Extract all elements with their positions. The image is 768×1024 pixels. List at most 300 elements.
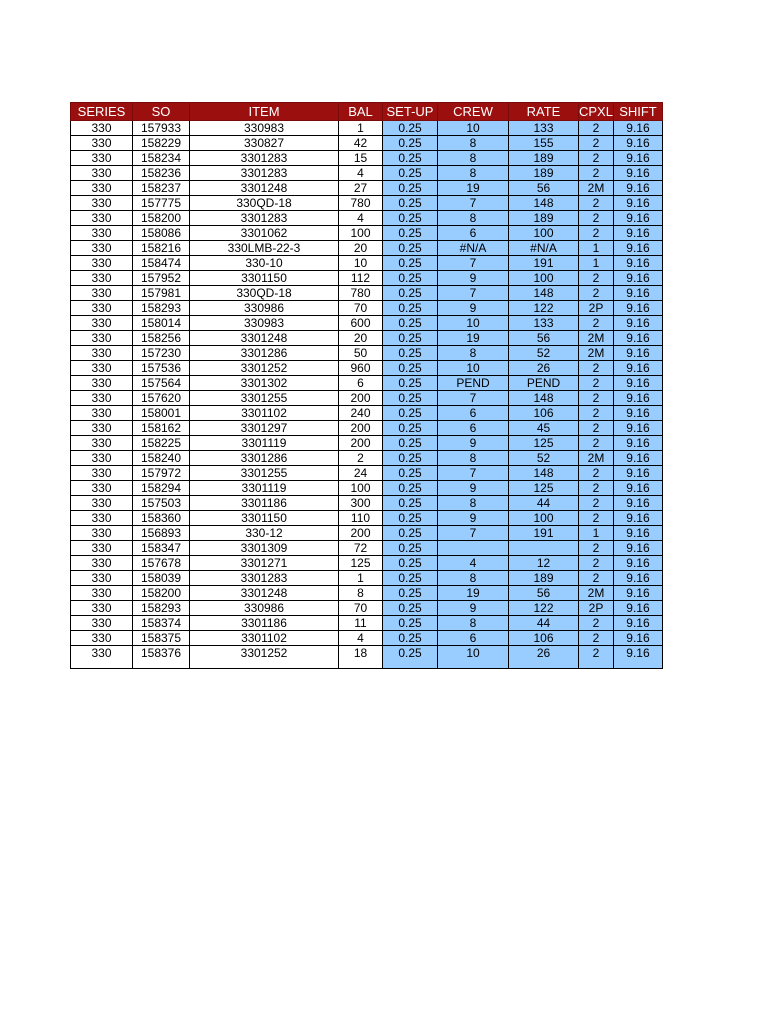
cell-item[interactable]: 3301309: [190, 541, 339, 556]
cell-series[interactable]: 330: [71, 646, 133, 669]
cell-rate[interactable]: 189: [509, 151, 579, 166]
cell-crew[interactable]: 8: [438, 151, 509, 166]
cell-so[interactable]: 158294: [133, 481, 190, 496]
cell-item[interactable]: 330QD-18: [190, 286, 339, 301]
cell-bal[interactable]: 20: [339, 241, 383, 256]
cell-item[interactable]: 3301283: [190, 166, 339, 181]
cell-series[interactable]: 330: [71, 496, 133, 511]
cell-series[interactable]: 330: [71, 541, 133, 556]
cell-crew[interactable]: 8: [438, 166, 509, 181]
cell-shift[interactable]: 9.16: [613, 316, 662, 331]
cell-so[interactable]: 158293: [133, 601, 190, 616]
cell-crew[interactable]: 7: [438, 391, 509, 406]
cell-shift[interactable]: 9.16: [613, 631, 662, 646]
cell-item[interactable]: 3301297: [190, 421, 339, 436]
cell-shift[interactable]: 9.16: [613, 481, 662, 496]
cell-bal[interactable]: 72: [339, 541, 383, 556]
cell-rate[interactable]: 133: [509, 121, 579, 136]
cell-set-up[interactable]: 0.25: [383, 631, 438, 646]
cell-series[interactable]: 330: [71, 376, 133, 391]
cell-series[interactable]: 330: [71, 391, 133, 406]
cell-crew[interactable]: 19: [438, 181, 509, 196]
cell-rate[interactable]: 122: [509, 301, 579, 316]
cell-set-up[interactable]: 0.25: [383, 181, 438, 196]
cell-cpxl[interactable]: 2: [579, 541, 614, 556]
cell-set-up[interactable]: 0.25: [383, 151, 438, 166]
cell-cpxl[interactable]: 2: [579, 466, 614, 481]
cell-rate[interactable]: 26: [509, 361, 579, 376]
cell-set-up[interactable]: 0.25: [383, 421, 438, 436]
cell-item[interactable]: 330-12: [190, 526, 339, 541]
cell-shift[interactable]: 9.16: [613, 256, 662, 271]
cell-item[interactable]: 3301271: [190, 556, 339, 571]
cell-series[interactable]: 330: [71, 571, 133, 586]
cell-crew[interactable]: 8: [438, 616, 509, 631]
cell-series[interactable]: 330: [71, 466, 133, 481]
cell-crew[interactable]: PEND: [438, 376, 509, 391]
cell-cpxl[interactable]: 2: [579, 481, 614, 496]
cell-series[interactable]: 330: [71, 331, 133, 346]
cell-rate[interactable]: 148: [509, 286, 579, 301]
cell-series[interactable]: 330: [71, 166, 133, 181]
cell-cpxl[interactable]: 2: [579, 361, 614, 376]
cell-shift[interactable]: 9.16: [613, 346, 662, 361]
cell-set-up[interactable]: 0.25: [383, 481, 438, 496]
cell-set-up[interactable]: 0.25: [383, 466, 438, 481]
cell-rate[interactable]: 189: [509, 571, 579, 586]
cell-so[interactable]: 158237: [133, 181, 190, 196]
cell-so[interactable]: 158200: [133, 211, 190, 226]
cell-bal[interactable]: 4: [339, 211, 383, 226]
cell-bal[interactable]: 100: [339, 226, 383, 241]
column-header-rate[interactable]: RATE: [509, 103, 579, 121]
cell-rate[interactable]: 45: [509, 421, 579, 436]
cell-crew[interactable]: 6: [438, 406, 509, 421]
cell-shift[interactable]: 9.16: [613, 556, 662, 571]
cell-item[interactable]: 3301255: [190, 466, 339, 481]
cell-so[interactable]: 157775: [133, 196, 190, 211]
cell-cpxl[interactable]: 2: [579, 646, 614, 669]
cell-set-up[interactable]: 0.25: [383, 271, 438, 286]
cell-item[interactable]: 330986: [190, 301, 339, 316]
cell-item[interactable]: 3301252: [190, 361, 339, 376]
cell-series[interactable]: 330: [71, 226, 133, 241]
cell-cpxl[interactable]: 2: [579, 196, 614, 211]
cell-shift[interactable]: 9.16: [613, 181, 662, 196]
cell-crew[interactable]: 7: [438, 286, 509, 301]
cell-bal[interactable]: 4: [339, 631, 383, 646]
cell-item[interactable]: 3301150: [190, 511, 339, 526]
cell-series[interactable]: 330: [71, 451, 133, 466]
cell-rate[interactable]: 189: [509, 211, 579, 226]
cell-item[interactable]: 3301248: [190, 331, 339, 346]
cell-shift[interactable]: 9.16: [613, 241, 662, 256]
cell-series[interactable]: 330: [71, 316, 133, 331]
cell-bal[interactable]: 300: [339, 496, 383, 511]
cell-rate[interactable]: 148: [509, 196, 579, 211]
cell-cpxl[interactable]: 2: [579, 151, 614, 166]
cell-rate[interactable]: 52: [509, 451, 579, 466]
cell-rate[interactable]: 191: [509, 526, 579, 541]
cell-shift[interactable]: 9.16: [613, 511, 662, 526]
cell-cpxl[interactable]: 2: [579, 376, 614, 391]
cell-set-up[interactable]: 0.25: [383, 226, 438, 241]
cell-so[interactable]: 158229: [133, 136, 190, 151]
cell-so[interactable]: 158347: [133, 541, 190, 556]
cell-series[interactable]: 330: [71, 601, 133, 616]
cell-series[interactable]: 330: [71, 241, 133, 256]
cell-bal[interactable]: 4: [339, 166, 383, 181]
cell-crew[interactable]: 9: [438, 301, 509, 316]
cell-crew[interactable]: 4: [438, 556, 509, 571]
cell-series[interactable]: 330: [71, 301, 133, 316]
cell-crew[interactable]: 8: [438, 346, 509, 361]
cell-set-up[interactable]: 0.25: [383, 616, 438, 631]
cell-bal[interactable]: 100: [339, 481, 383, 496]
cell-item[interactable]: 3301248: [190, 586, 339, 601]
cell-set-up[interactable]: 0.25: [383, 406, 438, 421]
cell-bal[interactable]: 24: [339, 466, 383, 481]
cell-rate[interactable]: PEND: [509, 376, 579, 391]
cell-so[interactable]: 158236: [133, 166, 190, 181]
cell-cpxl[interactable]: 1: [579, 256, 614, 271]
cell-set-up[interactable]: 0.25: [383, 556, 438, 571]
cell-shift[interactable]: 9.16: [613, 211, 662, 226]
cell-set-up[interactable]: 0.25: [383, 646, 438, 669]
cell-cpxl[interactable]: 2P: [579, 301, 614, 316]
cell-shift[interactable]: 9.16: [613, 151, 662, 166]
cell-shift[interactable]: 9.16: [613, 406, 662, 421]
cell-shift[interactable]: 9.16: [613, 436, 662, 451]
cell-rate[interactable]: 125: [509, 436, 579, 451]
cell-series[interactable]: 330: [71, 256, 133, 271]
cell-shift[interactable]: 9.16: [613, 271, 662, 286]
cell-crew[interactable]: 19: [438, 331, 509, 346]
cell-series[interactable]: 330: [71, 481, 133, 496]
cell-shift[interactable]: 9.16: [613, 196, 662, 211]
cell-item[interactable]: 330QD-18: [190, 196, 339, 211]
cell-set-up[interactable]: 0.25: [383, 586, 438, 601]
cell-bal[interactable]: 6: [339, 376, 383, 391]
cell-crew[interactable]: 7: [438, 526, 509, 541]
cell-rate[interactable]: 56: [509, 181, 579, 196]
cell-set-up[interactable]: 0.25: [383, 121, 438, 136]
cell-cpxl[interactable]: 2: [579, 121, 614, 136]
cell-crew[interactable]: 9: [438, 601, 509, 616]
cell-shift[interactable]: 9.16: [613, 331, 662, 346]
cell-rate[interactable]: 191: [509, 256, 579, 271]
cell-cpxl[interactable]: 2M: [579, 181, 614, 196]
cell-bal[interactable]: 780: [339, 196, 383, 211]
cell-cpxl[interactable]: 2: [579, 226, 614, 241]
cell-series[interactable]: 330: [71, 286, 133, 301]
cell-set-up[interactable]: 0.25: [383, 571, 438, 586]
cell-so[interactable]: 158200: [133, 586, 190, 601]
cell-rate[interactable]: 44: [509, 616, 579, 631]
cell-series[interactable]: 330: [71, 136, 133, 151]
cell-cpxl[interactable]: 2: [579, 616, 614, 631]
cell-shift[interactable]: 9.16: [613, 376, 662, 391]
cell-series[interactable]: 330: [71, 361, 133, 376]
cell-bal[interactable]: 18: [339, 646, 383, 669]
cell-so[interactable]: 158014: [133, 316, 190, 331]
cell-cpxl[interactable]: 2: [579, 406, 614, 421]
cell-item[interactable]: 3301283: [190, 571, 339, 586]
cell-series[interactable]: 330: [71, 586, 133, 601]
cell-item[interactable]: 3301286: [190, 346, 339, 361]
cell-shift[interactable]: 9.16: [613, 616, 662, 631]
cell-so[interactable]: 158375: [133, 631, 190, 646]
cell-cpxl[interactable]: 2: [579, 271, 614, 286]
cell-cpxl[interactable]: 2: [579, 436, 614, 451]
cell-set-up[interactable]: 0.25: [383, 496, 438, 511]
cell-so[interactable]: 157981: [133, 286, 190, 301]
cell-rate[interactable]: 189: [509, 166, 579, 181]
cell-series[interactable]: 330: [71, 421, 133, 436]
cell-bal[interactable]: 125: [339, 556, 383, 571]
cell-crew[interactable]: 8: [438, 211, 509, 226]
cell-bal[interactable]: 200: [339, 526, 383, 541]
cell-bal[interactable]: 200: [339, 421, 383, 436]
cell-so[interactable]: 158039: [133, 571, 190, 586]
cell-bal[interactable]: 780: [339, 286, 383, 301]
cell-set-up[interactable]: 0.25: [383, 136, 438, 151]
column-header-bal[interactable]: BAL: [339, 103, 383, 121]
cell-so[interactable]: 158256: [133, 331, 190, 346]
cell-rate[interactable]: 125: [509, 481, 579, 496]
cell-rate[interactable]: [509, 541, 579, 556]
cell-bal[interactable]: 1: [339, 571, 383, 586]
cell-item[interactable]: 3301252: [190, 646, 339, 669]
cell-cpxl[interactable]: 1: [579, 526, 614, 541]
cell-item[interactable]: 3301119: [190, 481, 339, 496]
cell-cpxl[interactable]: 2: [579, 316, 614, 331]
cell-so[interactable]: 158001: [133, 406, 190, 421]
cell-bal[interactable]: 70: [339, 601, 383, 616]
cell-series[interactable]: 330: [71, 196, 133, 211]
cell-series[interactable]: 330: [71, 121, 133, 136]
cell-so[interactable]: 158225: [133, 436, 190, 451]
cell-rate[interactable]: 100: [509, 226, 579, 241]
cell-bal[interactable]: 42: [339, 136, 383, 151]
cell-shift[interactable]: 9.16: [613, 136, 662, 151]
cell-series[interactable]: 330: [71, 211, 133, 226]
cell-cpxl[interactable]: 2: [579, 136, 614, 151]
cell-rate[interactable]: 133: [509, 316, 579, 331]
cell-shift[interactable]: 9.16: [613, 526, 662, 541]
cell-series[interactable]: 330: [71, 511, 133, 526]
cell-cpxl[interactable]: 2: [579, 631, 614, 646]
column-header-so[interactable]: SO: [133, 103, 190, 121]
cell-crew[interactable]: 10: [438, 121, 509, 136]
cell-bal[interactable]: 50: [339, 346, 383, 361]
cell-cpxl[interactable]: 1: [579, 241, 614, 256]
cell-rate[interactable]: 106: [509, 631, 579, 646]
cell-shift[interactable]: 9.16: [613, 571, 662, 586]
cell-bal[interactable]: 70: [339, 301, 383, 316]
cell-shift[interactable]: 9.16: [613, 466, 662, 481]
cell-shift[interactable]: 9.16: [613, 166, 662, 181]
cell-cpxl[interactable]: 2P: [579, 601, 614, 616]
cell-item[interactable]: 3301255: [190, 391, 339, 406]
cell-cpxl[interactable]: 2: [579, 421, 614, 436]
cell-crew[interactable]: 6: [438, 421, 509, 436]
cell-set-up[interactable]: 0.25: [383, 316, 438, 331]
cell-crew[interactable]: 9: [438, 511, 509, 526]
cell-so[interactable]: 158293: [133, 301, 190, 316]
cell-crew[interactable]: 10: [438, 316, 509, 331]
column-header-series[interactable]: SERIES: [71, 103, 133, 121]
cell-cpxl[interactable]: 2M: [579, 451, 614, 466]
cell-set-up[interactable]: 0.25: [383, 166, 438, 181]
cell-item[interactable]: 3301102: [190, 631, 339, 646]
cell-cpxl[interactable]: 2: [579, 511, 614, 526]
cell-item[interactable]: 3301062: [190, 226, 339, 241]
cell-so[interactable]: 156893: [133, 526, 190, 541]
cell-crew[interactable]: 9: [438, 436, 509, 451]
cell-item[interactable]: 330983: [190, 121, 339, 136]
cell-crew[interactable]: 7: [438, 196, 509, 211]
cell-set-up[interactable]: 0.25: [383, 346, 438, 361]
cell-rate[interactable]: 52: [509, 346, 579, 361]
cell-set-up[interactable]: 0.25: [383, 436, 438, 451]
cell-series[interactable]: 330: [71, 556, 133, 571]
cell-so[interactable]: 158234: [133, 151, 190, 166]
cell-shift[interactable]: 9.16: [613, 496, 662, 511]
cell-bal[interactable]: 200: [339, 391, 383, 406]
column-header-shift[interactable]: SHIFT: [613, 103, 662, 121]
cell-bal[interactable]: 11: [339, 616, 383, 631]
cell-series[interactable]: 330: [71, 631, 133, 646]
cell-set-up[interactable]: 0.25: [383, 196, 438, 211]
cell-bal[interactable]: 8: [339, 586, 383, 601]
cell-so[interactable]: 158374: [133, 616, 190, 631]
cell-set-up[interactable]: 0.25: [383, 301, 438, 316]
cell-cpxl[interactable]: 2M: [579, 586, 614, 601]
cell-bal[interactable]: 112: [339, 271, 383, 286]
cell-item[interactable]: 3301286: [190, 451, 339, 466]
cell-crew[interactable]: 8: [438, 496, 509, 511]
cell-series[interactable]: 330: [71, 436, 133, 451]
cell-bal[interactable]: 240: [339, 406, 383, 421]
cell-crew[interactable]: 6: [438, 226, 509, 241]
cell-so[interactable]: 157952: [133, 271, 190, 286]
cell-crew[interactable]: 10: [438, 646, 509, 669]
cell-shift[interactable]: 9.16: [613, 601, 662, 616]
cell-rate[interactable]: 100: [509, 271, 579, 286]
cell-crew[interactable]: 6: [438, 631, 509, 646]
cell-rate[interactable]: 100: [509, 511, 579, 526]
cell-so[interactable]: 158376: [133, 646, 190, 669]
cell-rate[interactable]: 148: [509, 391, 579, 406]
cell-so[interactable]: 157620: [133, 391, 190, 406]
cell-crew[interactable]: 8: [438, 136, 509, 151]
cell-bal[interactable]: 1: [339, 121, 383, 136]
cell-series[interactable]: 330: [71, 181, 133, 196]
cell-crew[interactable]: 7: [438, 256, 509, 271]
cell-cpxl[interactable]: 2: [579, 166, 614, 181]
cell-set-up[interactable]: 0.25: [383, 451, 438, 466]
cell-shift[interactable]: 9.16: [613, 451, 662, 466]
cell-set-up[interactable]: 0.25: [383, 256, 438, 271]
cell-shift[interactable]: 9.16: [613, 361, 662, 376]
cell-so[interactable]: 157536: [133, 361, 190, 376]
cell-so[interactable]: 157564: [133, 376, 190, 391]
cell-rate[interactable]: 155: [509, 136, 579, 151]
cell-crew[interactable]: 8: [438, 451, 509, 466]
cell-set-up[interactable]: 0.25: [383, 241, 438, 256]
cell-set-up[interactable]: 0.25: [383, 391, 438, 406]
cell-bal[interactable]: 2: [339, 451, 383, 466]
cell-rate[interactable]: 106: [509, 406, 579, 421]
cell-item[interactable]: 330LMB-22-3: [190, 241, 339, 256]
column-header-cpxl[interactable]: CPXL: [579, 104, 613, 119]
cell-bal[interactable]: 10: [339, 256, 383, 271]
cell-so[interactable]: 157230: [133, 346, 190, 361]
cell-item[interactable]: 330986: [190, 601, 339, 616]
cell-shift[interactable]: 9.16: [613, 226, 662, 241]
cell-cpxl[interactable]: 2: [579, 556, 614, 571]
cell-crew[interactable]: 19: [438, 586, 509, 601]
cell-rate[interactable]: #N/A: [509, 241, 579, 256]
cell-shift[interactable]: 9.16: [613, 301, 662, 316]
cell-cpxl[interactable]: 2: [579, 391, 614, 406]
cell-crew[interactable]: #N/A: [438, 241, 509, 256]
cell-item[interactable]: 3301186: [190, 496, 339, 511]
cell-so[interactable]: 157972: [133, 466, 190, 481]
cell-cpxl[interactable]: 2: [579, 286, 614, 301]
cell-item[interactable]: 3301283: [190, 211, 339, 226]
column-header-crew[interactable]: CREW: [438, 103, 509, 121]
cell-rate[interactable]: 122: [509, 601, 579, 616]
cell-set-up[interactable]: 0.25: [383, 601, 438, 616]
cell-so[interactable]: 157503: [133, 496, 190, 511]
cell-cpxl[interactable]: 2: [579, 571, 614, 586]
cell-rate[interactable]: 56: [509, 586, 579, 601]
cell-shift[interactable]: 9.16: [613, 646, 662, 669]
cell-item[interactable]: 3301102: [190, 406, 339, 421]
cell-series[interactable]: 330: [71, 406, 133, 421]
cell-item[interactable]: 3301248: [190, 181, 339, 196]
cell-shift[interactable]: 9.16: [613, 586, 662, 601]
cell-item[interactable]: 3301150: [190, 271, 339, 286]
cell-shift[interactable]: 9.16: [613, 391, 662, 406]
cell-crew[interactable]: [438, 541, 509, 556]
column-header-item[interactable]: ITEM: [190, 103, 339, 121]
cell-rate[interactable]: 44: [509, 496, 579, 511]
cell-so[interactable]: 157933: [133, 121, 190, 136]
cell-item[interactable]: 330983: [190, 316, 339, 331]
cell-crew[interactable]: 9: [438, 271, 509, 286]
cell-rate[interactable]: 26: [509, 646, 579, 669]
cell-set-up[interactable]: 0.25: [383, 286, 438, 301]
cell-set-up[interactable]: 0.25: [383, 511, 438, 526]
cell-set-up[interactable]: 0.25: [383, 211, 438, 226]
cell-series[interactable]: 330: [71, 346, 133, 361]
cell-shift[interactable]: 9.16: [613, 121, 662, 136]
cell-so[interactable]: 158240: [133, 451, 190, 466]
cell-bal[interactable]: 20: [339, 331, 383, 346]
cell-bal[interactable]: 600: [339, 316, 383, 331]
cell-item[interactable]: 3301302: [190, 376, 339, 391]
cell-bal[interactable]: 200: [339, 436, 383, 451]
cell-so[interactable]: 158360: [133, 511, 190, 526]
cell-rate[interactable]: 148: [509, 466, 579, 481]
cell-bal[interactable]: 15: [339, 151, 383, 166]
cell-item[interactable]: 3301119: [190, 436, 339, 451]
cell-item[interactable]: 330827: [190, 136, 339, 151]
cell-rate[interactable]: 12: [509, 556, 579, 571]
